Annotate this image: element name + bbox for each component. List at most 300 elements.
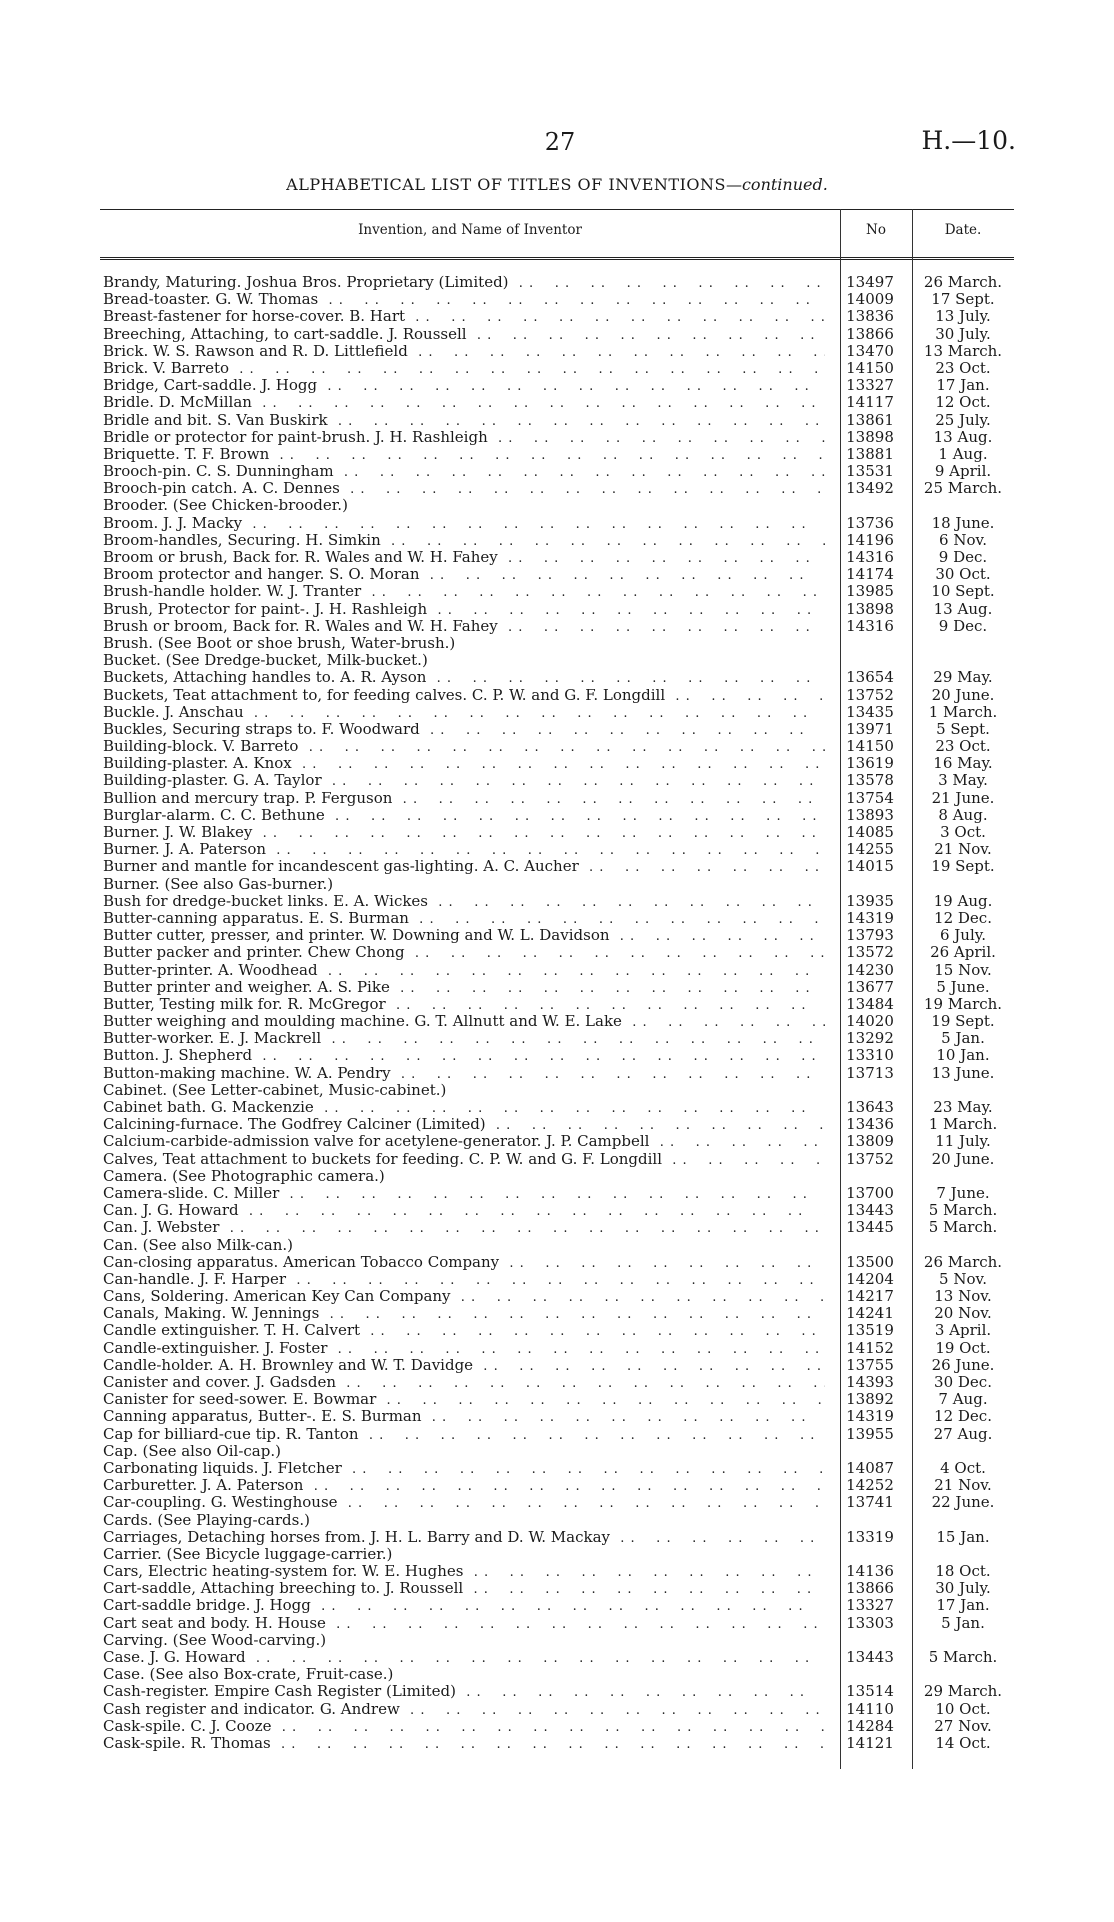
invention-number: 13754: [846, 788, 894, 807]
invention-number: 14087: [846, 1458, 894, 1477]
invention-date: 19 Aug.: [933, 891, 993, 910]
invention-title: Cans, Soldering. American Key Can Company . .: [103, 1288, 825, 1306]
invention-title: Camera. (See Photographic camera.): [103, 1167, 385, 1185]
invention-number: 13445: [846, 1218, 894, 1237]
invention-date: 17 Jan.: [936, 1596, 990, 1615]
invention-number: 14319: [846, 908, 894, 927]
header-top-rule: [100, 209, 1014, 210]
table-row: [0, 1047, 1114, 1064]
invention-title: Cask-spile. R. Thomas . .: [103, 1735, 825, 1753]
invention-number: 14020: [846, 1012, 894, 1031]
invention-date: 5 March.: [928, 1218, 998, 1237]
invention-number: 13861: [846, 410, 894, 429]
table-row: [0, 515, 1114, 532]
invention-number: 13500: [846, 1252, 894, 1271]
invention-date: 5 March.: [928, 1201, 998, 1220]
invention-date: 23 Oct.: [935, 358, 991, 377]
invention-number: 14393: [846, 1373, 894, 1391]
table-row: [0, 1597, 1114, 1614]
invention-title: Brush. (See Boot or shoe brush, Water-brush.): [103, 634, 456, 652]
table-row: [0, 893, 1114, 910]
invention-title: Canister for seed-sower. E. Bowmar . .: [103, 1391, 825, 1409]
table-row: [0, 1512, 1114, 1529]
table-row: [0, 687, 1114, 704]
invention-title: Breast-fastener for horse-cover. B. Hart . .: [103, 308, 825, 326]
invention-title: Butter packer and printer. Chew Chong . .: [103, 944, 825, 962]
invention-number: 13793: [846, 926, 894, 945]
table-row: [0, 824, 1114, 841]
invention-date: 3 May.: [938, 771, 988, 790]
invention-date: 17 Jan.: [936, 376, 990, 395]
table-row: [0, 377, 1114, 394]
table-row: [0, 446, 1114, 463]
table-row: [0, 1254, 1114, 1271]
table-row: [0, 1683, 1114, 1700]
table-row: [0, 1580, 1114, 1597]
invention-title: Butter printer and weigher. A. S. Pike . .: [103, 979, 825, 997]
invention-number: 13619: [846, 754, 894, 773]
invention-number: 13572: [846, 943, 894, 962]
invention-number: 13700: [846, 1183, 894, 1202]
invention-date: 10 Sept.: [931, 582, 995, 601]
invention-number: 13736: [846, 513, 894, 532]
invention-number: 13836: [846, 307, 894, 326]
invention-number: 13497: [846, 273, 894, 291]
table-row: [0, 1340, 1114, 1357]
invention-title: Cars, Electric heating-system for. W. E. Hughes . .: [103, 1563, 825, 1581]
table-row: [0, 1030, 1114, 1047]
invention-number: 13310: [846, 1046, 894, 1065]
invention-title: Butter-worker. E. J. Mackrell . .: [103, 1030, 825, 1048]
table-row: [0, 790, 1114, 807]
invention-title: Bullion and mercury trap. P. Ferguson . .: [103, 790, 825, 808]
invention-date: 19 Sept.: [931, 857, 995, 876]
invention-date: 30 Oct.: [935, 565, 991, 584]
invention-date: 12 Dec.: [934, 1407, 992, 1426]
invention-number: 14121: [846, 1733, 894, 1752]
column-header-date: Date.: [944, 222, 982, 238]
invention-title: Broom or brush, Back for. R. Wales and W. H. Fahey . .: [103, 549, 825, 567]
invention-number: 13741: [846, 1493, 894, 1512]
invention-number: 14136: [846, 1562, 894, 1581]
invention-number: 14252: [846, 1476, 894, 1495]
invention-title: Brandy, Maturing. Joshua Bros. Proprietary (Limited) . .: [103, 274, 825, 292]
invention-number: 13898: [846, 599, 894, 618]
table-row: [0, 858, 1114, 875]
invention-title: Brush-handle holder. W. J. Tranter . .: [103, 583, 825, 601]
table-row: [0, 1460, 1114, 1477]
invention-title: Brooder. (See Chicken-brooder.): [103, 497, 348, 515]
invention-title: Burner. J. W. Blakey . .: [103, 824, 825, 842]
table-row: [0, 1185, 1114, 1202]
table-row: [0, 1013, 1114, 1030]
invention-number: 14319: [846, 1407, 894, 1426]
invention-title: Calves, Teat attachment to buckets for feeding. C. P. W. and G. F. Longdill . .: [103, 1151, 825, 1169]
invention-date: 13 Nov.: [934, 1287, 992, 1306]
table-row: [0, 1305, 1114, 1322]
invention-title: Buckets, Teat attachment to, for feeding calves. C. P. W. and G. F. Longdill . .: [103, 687, 825, 705]
invention-title: Cabinet bath. G. Mackenzie . .: [103, 1099, 825, 1117]
table-row: [0, 1271, 1114, 1288]
invention-number: 13881: [846, 444, 894, 463]
invention-number: 14217: [846, 1287, 894, 1306]
invention-title: Brooch-pin catch. A. C. Dennes . .: [103, 480, 825, 498]
invention-date: 21 June.: [931, 788, 995, 807]
table-row: [0, 291, 1114, 308]
invention-title: Bread-toaster. G. W. Thomas . .: [103, 291, 825, 309]
invention-title: Carving. (See Wood-carving.): [103, 1631, 327, 1649]
invention-date: 13 March.: [923, 341, 1003, 360]
invention-date: 12 Oct.: [935, 393, 991, 412]
table-row: [0, 772, 1114, 789]
table-row: [0, 1082, 1114, 1099]
invention-number: 13484: [846, 994, 894, 1013]
invention-date: 1 March.: [928, 702, 998, 721]
invention-title: Carbonating liquids. J. Fletcher . .: [103, 1460, 825, 1478]
invention-number: 13955: [846, 1424, 894, 1443]
table-row: [0, 1735, 1114, 1752]
table-row: [0, 944, 1114, 961]
invention-title: Candle-extinguisher. J. Foster . .: [103, 1340, 825, 1358]
table-row: [0, 738, 1114, 755]
table-row: [0, 1529, 1114, 1546]
invention-date: 29 May.: [933, 668, 993, 687]
table-row: [0, 360, 1114, 377]
invention-title: Cart-saddle, Attaching breeching to. J. Roussell . .: [103, 1580, 825, 1598]
invention-title: Cash-register. Empire Cash Register (Limited) . .: [103, 1683, 825, 1701]
invention-title: Carburetter. J. A. Paterson . .: [103, 1477, 825, 1495]
invention-title: Bush for dredge-bucket links. E. A. Wickes . .: [103, 893, 825, 911]
invention-date: 6 July.: [939, 926, 987, 945]
table-row: [0, 1546, 1114, 1563]
table-row: [0, 652, 1114, 669]
invention-title: Carrier. (See Bicycle luggage-carrier.): [103, 1545, 393, 1563]
table-row: [0, 755, 1114, 772]
invention-date: 19 Oct.: [935, 1338, 991, 1357]
invention-number: 14150: [846, 737, 894, 756]
invention-number: 13319: [846, 1527, 894, 1546]
invention-date: 19 March.: [923, 994, 1003, 1013]
table-row: [0, 601, 1114, 618]
invention-title: Brush, Protector for paint-. J. H. Rashleigh . .: [103, 601, 825, 619]
invention-title: Candle-holder. A. H. Brownley and W. T. Davidge . .: [103, 1357, 825, 1375]
table-row: [0, 566, 1114, 583]
invention-date: 18 June.: [931, 513, 995, 532]
invention-title: Bucket. (See Dredge-bucket, Milk-bucket.): [103, 652, 428, 670]
table-row: [0, 1666, 1114, 1683]
table-row: [0, 1357, 1114, 1374]
invention-number: 14015: [846, 857, 894, 876]
table-row: [0, 549, 1114, 566]
invention-date: 18 Oct.: [935, 1562, 991, 1581]
invention-title: Cards. (See Playing-cards.): [103, 1511, 310, 1529]
invention-number: 14085: [846, 823, 894, 841]
invention-number: 13519: [846, 1321, 894, 1340]
invention-date: 27 Aug.: [933, 1424, 993, 1443]
invention-title: Candle extinguisher. T. H. Calvert . .: [103, 1322, 825, 1340]
table-row: [0, 1426, 1114, 1443]
invention-title: Cap. (See also Oil-cap.): [103, 1442, 281, 1460]
table-row: [0, 704, 1114, 721]
table-row: [0, 635, 1114, 652]
invention-title: Cart seat and body. H. House . .: [103, 1615, 825, 1633]
table-row: [0, 962, 1114, 979]
invention-number: 13809: [846, 1132, 894, 1151]
invention-date: 1 March.: [928, 1115, 998, 1134]
invention-date: 4 Oct.: [940, 1458, 986, 1477]
table-row: [0, 1615, 1114, 1632]
invention-title: Carriages, Detaching horses from. J. H. L. Barry and D. W. Mackay . .: [103, 1529, 825, 1547]
table-row: [0, 1202, 1114, 1219]
invention-date: 26 April.: [930, 943, 996, 962]
invention-number: 14284: [846, 1716, 894, 1735]
table-row: [0, 308, 1114, 325]
invention-date: 13 Aug.: [933, 427, 993, 446]
invention-title: Canals, Making. W. Jennings . .: [103, 1305, 825, 1323]
table-row: [0, 1151, 1114, 1168]
invention-date: 23 May.: [933, 1098, 993, 1116]
table-row: [0, 807, 1114, 824]
table-row: [0, 841, 1114, 858]
invention-number: 13935: [846, 891, 894, 910]
invention-number: 14009: [846, 290, 894, 309]
table-row: [0, 669, 1114, 686]
invention-date: 13 June.: [931, 1063, 995, 1082]
invention-date: 30 Dec.: [934, 1373, 992, 1391]
list-title-text: ALPHABETICAL LIST OF TITLES OF INVENTIONS: [286, 175, 726, 194]
table-row: [0, 1116, 1114, 1133]
invention-title: Brick. W. S. Rawson and R. D. Littlefield . .: [103, 343, 825, 361]
invention-date: 20 Nov.: [934, 1304, 992, 1323]
table-row: [0, 910, 1114, 927]
invention-date: 3 April.: [934, 1321, 992, 1340]
invention-title: Buckets, Attaching handles to. A. R. Ayson . .: [103, 669, 825, 687]
invention-date: 15 Jan.: [936, 1527, 990, 1546]
invention-number: 14196: [846, 530, 894, 549]
table-row: [0, 1563, 1114, 1580]
invention-number: 14255: [846, 840, 894, 859]
invention-title: Bridle or protector for paint-brush. J. H. Rashleigh . .: [103, 429, 825, 447]
invention-date: 5 Sept.: [936, 719, 990, 738]
invention-title: Cash register and indicator. G. Andrew . .: [103, 1701, 825, 1719]
invention-number: 13303: [846, 1613, 894, 1632]
invention-number: 13892: [846, 1390, 894, 1409]
invention-number: 13654: [846, 668, 894, 687]
invention-number: 13713: [846, 1063, 894, 1082]
invention-title: Butter, Testing milk for. R. McGregor . .: [103, 996, 825, 1014]
document-reference: H.—10.: [921, 126, 1016, 155]
invention-number: 13752: [846, 685, 894, 704]
invention-date: 10 Jan.: [936, 1046, 990, 1065]
table-row: [0, 1494, 1114, 1511]
invention-title: Can. J. G. Howard . .: [103, 1202, 825, 1220]
invention-title: Brush or broom, Back for. R. Wales and W. H. Fahey . .: [103, 618, 825, 636]
table-row: [0, 1065, 1114, 1082]
table-row: [0, 1477, 1114, 1494]
column-header-no: No: [866, 222, 886, 238]
invention-title: Briquette. T. F. Brown . .: [103, 446, 825, 464]
invention-number: 13470: [846, 341, 894, 360]
invention-number: 14230: [846, 960, 894, 979]
invention-title: Case. (See also Box-crate, Fruit-case.): [103, 1666, 394, 1684]
invention-date: 11 July.: [935, 1132, 991, 1151]
table-row: [0, 583, 1114, 600]
invention-date: 25 March.: [923, 479, 1003, 498]
invention-date: 22 June.: [931, 1493, 995, 1512]
invention-number: 14204: [846, 1269, 894, 1288]
invention-number: 13898: [846, 427, 894, 446]
invention-date: 20 June.: [931, 1149, 995, 1168]
invention-title: Cap for billiard-cue tip. R. Tanton . .: [103, 1426, 825, 1444]
invention-title: Breeching, Attaching, to cart-saddle. J. Roussell . .: [103, 326, 825, 344]
invention-title: Bridle and bit. S. Van Buskirk . .: [103, 412, 825, 430]
table-row: [0, 1168, 1114, 1185]
header-bottom-rule-2: [100, 259, 1014, 260]
invention-date: 25 July.: [935, 410, 991, 429]
invention-date: 30 July.: [935, 324, 991, 343]
table-row: [0, 429, 1114, 446]
invention-number: 13443: [846, 1648, 894, 1666]
invention-title: Calcining-furnace. The Godfrey Calciner (Limited) . .: [103, 1116, 825, 1134]
invention-title: Can-handle. J. F. Harper . .: [103, 1271, 825, 1289]
invention-title: Broom protector and hanger. S. O. Moran . .: [103, 566, 825, 584]
invention-title: Burner. J. A. Paterson . .: [103, 841, 825, 859]
table-row: [0, 497, 1114, 514]
invention-number: 14241: [846, 1304, 894, 1323]
invention-title: Bridle. D. McMillan . .: [103, 394, 825, 412]
invention-date: 26 March.: [923, 1252, 1003, 1271]
invention-number: 14316: [846, 548, 894, 566]
invention-number: 13492: [846, 479, 894, 498]
table-row: [0, 412, 1114, 429]
invention-number: 14174: [846, 565, 894, 584]
invention-number: 14152: [846, 1338, 894, 1357]
invention-date: 12 Dec.: [934, 908, 992, 927]
table-row: [0, 618, 1114, 635]
invention-title: Butter cutter, presser, and printer. W. Downing and W. L. Davidson . .: [103, 927, 825, 945]
invention-date: 10 Oct.: [935, 1699, 991, 1718]
table-row: [0, 394, 1114, 411]
table-row: [0, 1133, 1114, 1150]
invention-date: 29 March.: [923, 1682, 1003, 1701]
invention-title: Case. J. G. Howard . .: [103, 1649, 825, 1667]
table-row: [0, 532, 1114, 549]
table-row: [0, 1099, 1114, 1116]
invention-number: 13985: [846, 582, 894, 601]
invention-date: 5 Nov.: [939, 1269, 987, 1288]
invention-title: Building-plaster. A. Knox . .: [103, 755, 825, 773]
invention-title: Button. J. Shepherd . .: [103, 1047, 825, 1065]
invention-title: Butter weighing and moulding machine. G. T. Allnutt and W. E. Lake . .: [103, 1013, 825, 1031]
table-row: [0, 1391, 1114, 1408]
table-row: [0, 1718, 1114, 1735]
invention-number: 13327: [846, 376, 894, 395]
invention-number: 13752: [846, 1149, 894, 1168]
invention-date: 27 Nov.: [934, 1716, 992, 1735]
invention-title: Buckles, Securing straps to. F. Woodward . .: [103, 721, 825, 739]
invention-title: Butter-canning apparatus. E. S. Burman . .: [103, 910, 825, 928]
page-number: 27: [544, 128, 576, 156]
invention-number: 13893: [846, 805, 894, 824]
table-row: [0, 1443, 1114, 1460]
inventions-table-body: [0, 274, 1114, 1752]
invention-title: Buckle. J. Anschau . .: [103, 704, 825, 722]
invention-date: 5 Jan.: [941, 1029, 985, 1048]
invention-date: 5 Jan.: [941, 1613, 985, 1632]
table-row: [0, 1219, 1114, 1236]
invention-number: 13435: [846, 702, 894, 721]
table-row: [0, 463, 1114, 480]
table-row: [0, 274, 1114, 291]
invention-title: Cask-spile. C. J. Cooze . .: [103, 1718, 825, 1736]
invention-number: 13327: [846, 1596, 894, 1615]
invention-title: Broom. J. J. Macky . .: [103, 515, 825, 533]
invention-title: Canning apparatus, Butter-. E. S. Burman . .: [103, 1408, 825, 1426]
table-row: [0, 1649, 1114, 1666]
invention-title: Building-plaster. G. A. Taylor . .: [103, 772, 825, 790]
invention-number: 14316: [846, 616, 894, 635]
invention-date: 14 Oct.: [935, 1733, 991, 1752]
invention-number: 14150: [846, 358, 894, 377]
invention-title: Brick. V. Barreto . .: [103, 360, 825, 378]
invention-title: Brooch-pin. C. S. Dunningham . .: [103, 463, 825, 481]
invention-date: 23 Oct.: [935, 737, 991, 756]
table-row: [0, 721, 1114, 738]
invention-title: Cabinet. (See Letter-cabinet, Music-cabinet.): [103, 1081, 447, 1099]
invention-date: 5 March.: [928, 1648, 998, 1666]
invention-title: Car-coupling. G. Westinghouse . .: [103, 1494, 825, 1512]
invention-date: 3 Oct.: [940, 823, 986, 841]
invention-title: Butter-printer. A. Woodhead . .: [103, 962, 825, 980]
invention-number: 13677: [846, 977, 894, 996]
invention-number: 14117: [846, 393, 894, 412]
invention-number: 13578: [846, 771, 894, 790]
invention-title: Cart-saddle bridge. J. Hogg . .: [103, 1597, 825, 1615]
invention-date: 1 Aug.: [938, 444, 988, 463]
table-row: [0, 996, 1114, 1013]
table-row: [0, 1237, 1114, 1254]
invention-date: 16 May.: [933, 754, 993, 773]
invention-title: Can-closing apparatus. American Tobacco Company . .: [103, 1254, 825, 1272]
invention-number: 13866: [846, 324, 894, 343]
table-row: [0, 326, 1114, 343]
table-row: [0, 927, 1114, 944]
invention-number: 13755: [846, 1355, 894, 1374]
invention-date: 17 Sept.: [931, 290, 995, 309]
invention-date: 20 June.: [931, 685, 995, 704]
table-row: [0, 480, 1114, 497]
invention-title: Can. J. Webster . .: [103, 1219, 825, 1237]
invention-number: 13643: [846, 1098, 894, 1116]
invention-date: 26 March.: [923, 273, 1003, 291]
table-row: [0, 1632, 1114, 1649]
invention-date: 21 Nov.: [934, 1476, 992, 1495]
invention-date: 19 Sept.: [931, 1012, 995, 1031]
invention-date: 13 Aug.: [933, 599, 993, 618]
invention-number: 13531: [846, 462, 894, 481]
invention-date: 7 Aug.: [938, 1390, 988, 1409]
table-row: [0, 343, 1114, 360]
invention-date: 30 July.: [935, 1579, 991, 1598]
list-title: [0, 175, 1114, 194]
invention-date: 21 Nov.: [934, 840, 992, 859]
invention-date: 5 June.: [936, 977, 990, 996]
column-header-title: Invention, and Name of Inventor: [358, 222, 582, 238]
table-row: [0, 1374, 1114, 1391]
invention-title: Canister and cover. J. Gadsden . .: [103, 1374, 825, 1392]
table-row: [0, 876, 1114, 893]
invention-title: Building-block. V. Barreto . .: [103, 738, 825, 756]
